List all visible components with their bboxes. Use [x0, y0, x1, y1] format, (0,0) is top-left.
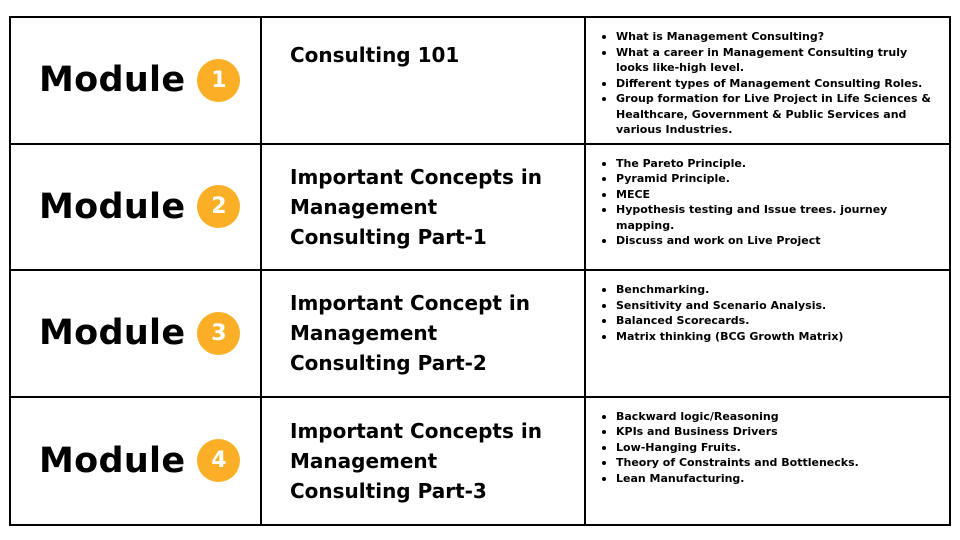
topic-list: [600, 409, 939, 487]
module-3-topics-cell: [586, 271, 949, 398]
topic-item: Sensitivity and Scenario Analysis.: [600, 298, 939, 314]
module-4-cell: [11, 398, 262, 525]
topic-list: [600, 156, 939, 249]
topic-item: Hypothesis testing and Issue trees. journey mapping.: [600, 202, 939, 233]
topic-item: Lean Manufacturing.: [600, 471, 939, 487]
module-1-title-cell: [262, 18, 586, 145]
topic-item: Balanced Scorecards.: [600, 313, 939, 329]
topic-item: Matrix thinking (BCG Growth Matrix): [600, 329, 939, 345]
module-title: Important Concepts in Management Consulting Part-1: [290, 164, 542, 249]
module-1-topics-cell: [586, 18, 949, 145]
module-2-cell: [11, 145, 262, 272]
module-label: Module: [39, 186, 186, 227]
module-3-cell: [11, 271, 262, 398]
topic-item: Low-Hanging Fruits.: [600, 440, 939, 456]
module-4-topics-cell: [586, 398, 949, 525]
curriculum-table: [9, 16, 951, 526]
module-label: Module: [39, 313, 186, 354]
module-title: Important Concepts in Management Consulting Part-3: [290, 418, 542, 503]
module-2-topics-cell: [586, 145, 949, 272]
module-title: Consulting 101: [290, 43, 460, 67]
topic-item: Group formation for Live Project in Life Sciences & Healthcare, Government & Public Services and various Industries.: [600, 91, 939, 138]
module-number-badge: 3: [197, 312, 240, 355]
module-3-title-cell: [262, 271, 586, 398]
module-4-title-cell: [262, 398, 586, 525]
topic-item: KPIs and Business Drivers: [600, 424, 939, 440]
topic-item: Theory of Constraints and Bottlenecks.: [600, 455, 939, 471]
topic-item: MECE: [600, 187, 939, 203]
topic-item: Different types of Management Consulting Roles.: [600, 76, 939, 92]
topic-list: [600, 282, 939, 344]
module-title: Important Concept in Management Consulting Part-2: [290, 291, 531, 376]
module-number-badge: 1: [197, 59, 240, 102]
topic-item: Discuss and work on Live Project: [600, 233, 939, 249]
topic-item: Backward logic/Reasoning: [600, 409, 939, 425]
topic-list: [600, 29, 939, 138]
topic-item: The Pareto Principle.: [600, 156, 939, 172]
topic-item: What a career in Management Consulting truly looks like-high level.: [600, 45, 939, 76]
topic-item: Pyramid Principle.: [600, 171, 939, 187]
module-1-cell: [11, 18, 262, 145]
module-label: Module: [39, 60, 186, 101]
module-number-badge: 4: [197, 439, 240, 482]
topic-item: What is Management Consulting?: [600, 29, 939, 45]
topic-item: Benchmarking.: [600, 282, 939, 298]
module-number-badge: 2: [197, 185, 240, 228]
module-2-title-cell: [262, 145, 586, 272]
module-label: Module: [39, 440, 186, 481]
